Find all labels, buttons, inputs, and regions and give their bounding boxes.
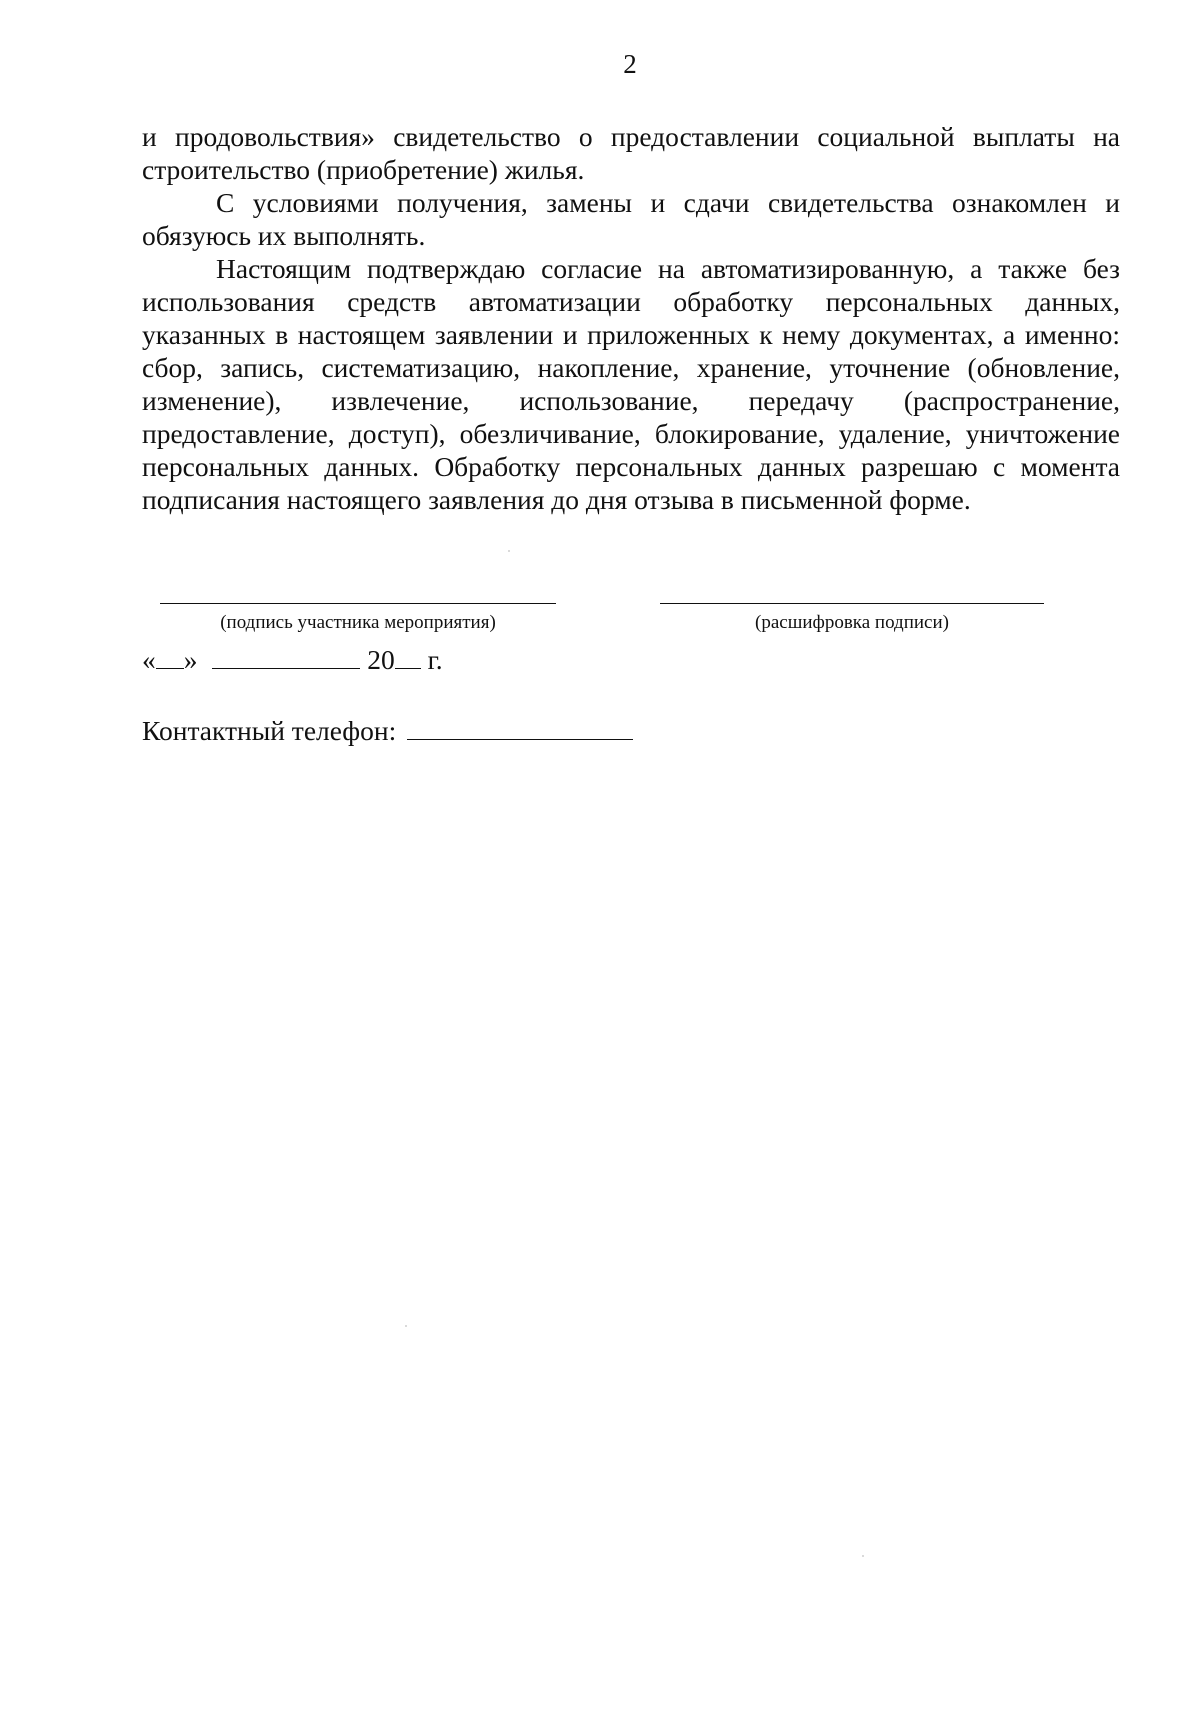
signature-decoding-caption: (расшифровка подписи) (755, 612, 949, 633)
paragraph-acknowledgement: С условиями получения, замены и сдачи свидетельства ознакомлен и обязуюсь их выполнять. (142, 187, 1120, 251)
signature-field[interactable] (160, 603, 556, 643)
date-open-quote: « (142, 644, 156, 675)
paragraph-continuation: и продовольствия» свидетельство о предоставлении социальной выплаты на строительство (приобретение) жилья. (142, 121, 1120, 185)
year-prefix: 20 (367, 644, 395, 675)
phone-label: Контактный телефон: (142, 715, 397, 746)
page-number: 2 (623, 49, 637, 79)
year-blank[interactable] (395, 642, 421, 669)
document-body (142, 120, 1120, 516)
scan-speck (862, 1555, 864, 1557)
date-line (142, 642, 443, 676)
phone-blank[interactable] (407, 713, 633, 740)
paragraph-personal-data-consent: Настоящим подтверждаю согласие на автоматизированную, а также без использования средств автоматизации обработку персональных данных, указанных в настоящем заявлении и приложенных к нему документах, а именно: сбор, запись, систематизацию, накопление, хранение, уточнение (обновление, изменение), извлечение, использование, передачу (распространение, предоставление, доступ), обезличивание, блокирование, удаление, уничтожение персональных данных. Обработку персональных данных разрешаю с момента подписания настоящего заявления до дня отзыва в письменной форме. (142, 253, 1120, 515)
signature-decoding-line (660, 603, 1044, 604)
phone-line (142, 713, 633, 747)
signature-line (160, 603, 556, 604)
day-blank[interactable] (156, 642, 184, 669)
month-blank[interactable] (212, 642, 360, 669)
signature-decoding-field[interactable] (660, 603, 1044, 643)
year-suffix: г. (427, 644, 443, 675)
scan-speck (508, 550, 510, 552)
signature-caption: (подпись участника мероприятия) (220, 612, 496, 633)
scan-speck (405, 1325, 407, 1327)
date-close-quote: » (183, 644, 198, 675)
